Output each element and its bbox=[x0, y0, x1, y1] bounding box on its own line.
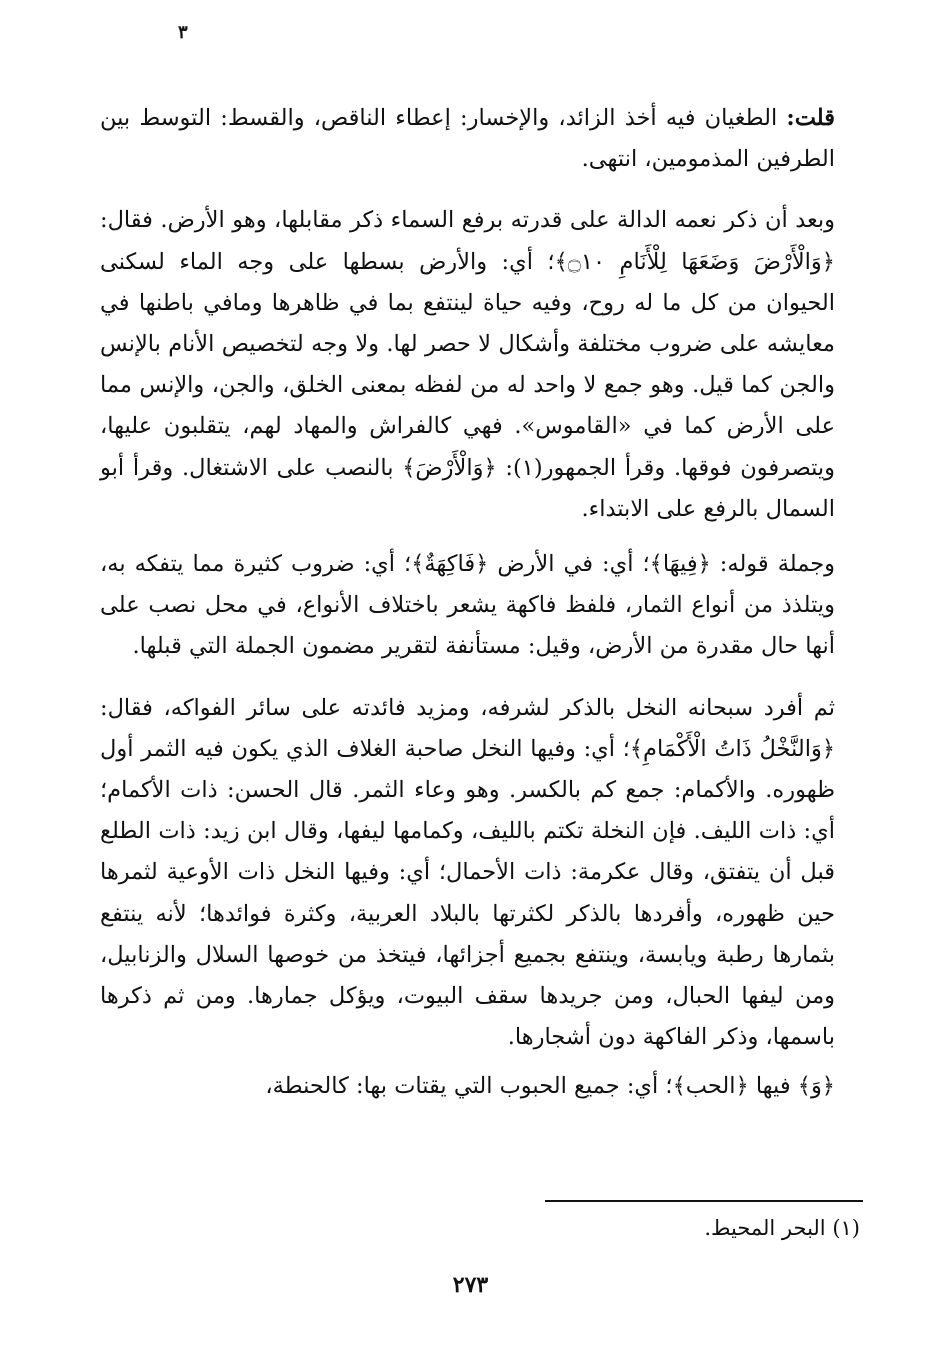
footnote: (١) البحر المحيط. bbox=[704, 1216, 860, 1240]
header-mark: ٣ bbox=[178, 22, 188, 43]
paragraph-text: ﴿وَ﴾ فيها ﴿الحب﴾؛ أي: جميع الحبوب التي يقتات بها: كالحنطة، bbox=[265, 1073, 835, 1100]
paragraph-2 bbox=[100, 200, 835, 530]
paragraph-1 bbox=[100, 98, 835, 180]
paragraph-text: وجملة قوله: ﴿فِيهَا﴾؛ أي: في الأرض ﴿فَاكِهَةٌ﴾؛ أي: ضروب كثيرة مما يتفكه به، ويتلذذ من أنواع الثمار، فلفظ فاكهة يشعر باختلاف الأنواع، في محل نصب على أنها حال مقدرة من الأرض، وقيل: مستأنفة لتقرير مضمون الجملة التي قبلها. bbox=[100, 551, 835, 660]
paragraph-lead: قلت: bbox=[786, 105, 835, 131]
body-text bbox=[100, 98, 835, 1108]
paragraph-4 bbox=[100, 688, 835, 1059]
paragraph-text: وبعد أن ذكر نعمه الدالة على قدرته برفع السماء ذكر مقابلها، وهو الأرض. فقال: ﴿وَالْأَرْضَ وَضَعَهَا لِلْأَنَامِ ۝١٠﴾؛ أي: والأرض بسطها على وجه الماء لسكنى الحيوان من كل ما له روح، وفيه حياة لينتفع بما في ظاهرها ومافي باطنها في معايشه على ضروب مختلفة وأشكال لا حصر لها. ولا وجه لتخصيص الأنام بالإنس والجن كما قيل. وهو جمع لا واحد له من لفظه بمعنى الخلق، والجن، والإنس مما على الأرض كما في «القاموس». فهي كالفراش والمهاد لهم، يتقلبون عليها، ويتصرفون فوقها. وقرأ الجمهور(١): ﴿وَالْأَرْضَ﴾ بالنصب على الاشتغال. وقرأ أبو السمال بالرفع على الابتداء. bbox=[100, 207, 835, 522]
paragraph-text: الطغيان فيه أخذ الزائد، والإخسار: إعطاء الناقص، والقسط: التوسط بين الطرفين المذمومين، انتهى. bbox=[100, 105, 835, 173]
footnote-divider bbox=[545, 1200, 863, 1202]
page-number: ٢٧٣ bbox=[452, 1272, 489, 1298]
paragraph-text: ثم أفرد سبحانه النخل بالذكر لشرفه، ومزيد فائدته على سائر الفواكه، فقال: ﴿وَالنَّخْلُ ذَاتُ الْأَكْمَامِ﴾؛ أي: وفيها النخل صاحبة الغلاف الذي يكون فيه الثمر أول ظهوره. والأكمام: جمع كم بالكسر. وهو وعاء الثمر. قال الحسن: ذات الأكمام؛ أي: ذات الليف. فإن النخلة تكتم بالليف، وكمامها ليفها، وقال ابن زيد: ذات الطلع قبل أن يتفتق، وقال عكرمة: ذات الأحمال؛ أي: وفيها النخل ذات الأوعية لثمرها حين ظهوره، وأفردها بالذكر لكثرتها بالبلاد العربية، وكثرة فوائدها؛ لأنه ينتفع بثمارها رطبة ويابسة، وينتفع بجميع أجزائها، فيتخذ من خوصها السلال والزنابيل، ومن ليفها الحبال، ومن جريدها سقف البيوت، ويؤكل جمارها. ومن ثم ذكرها باسمها، وذكر الفاكهة دون أشجارها. bbox=[100, 694, 835, 1051]
paragraph-5 bbox=[100, 1066, 835, 1107]
paragraph-3 bbox=[100, 544, 835, 668]
